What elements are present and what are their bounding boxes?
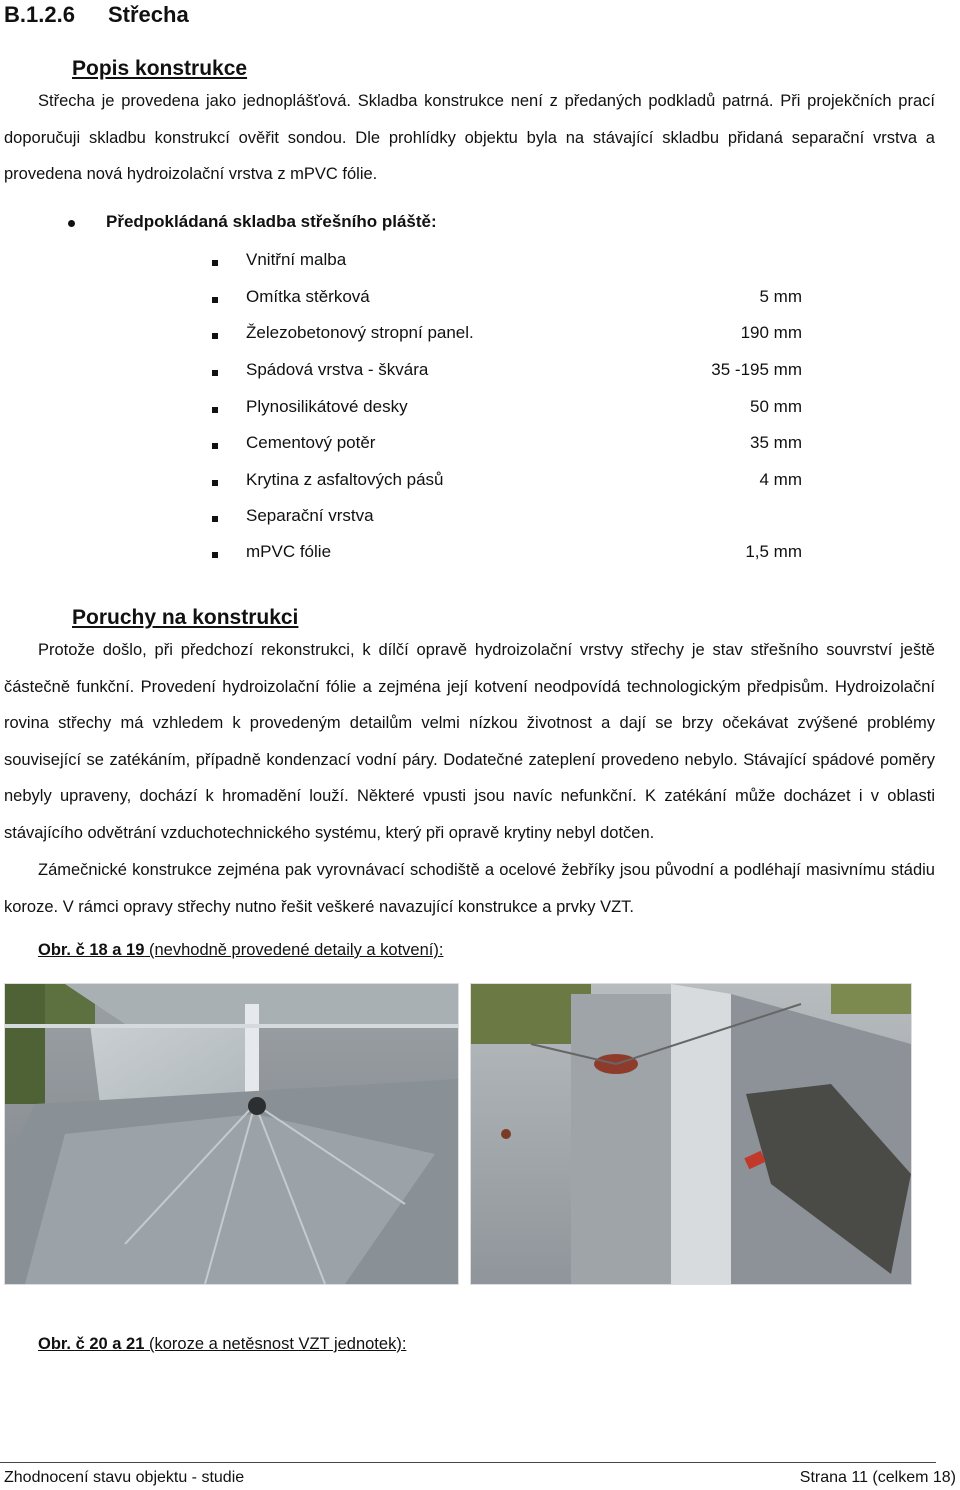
layer-item — [212, 506, 802, 542]
poruchy-paragraph-2 — [4, 852, 935, 925]
footer-divider — [0, 1462, 936, 1463]
bullet-dot-icon — [68, 220, 75, 227]
layer-item — [212, 360, 802, 396]
layer-value: 190 mm — [740, 323, 802, 342]
square-bullet-icon — [212, 260, 218, 266]
square-bullet-icon — [212, 407, 218, 413]
roof-photo-18-image — [5, 984, 458, 1284]
poruchy-text-2: Zámečnické konstrukce zejména pak vyrovnávací schodiště a ocelové žebříky jsou původní a podléhají masivnímu stádiu koroze. V rámci opravy střechy nutno řešit veškeré navazující konstrukce a prvky VZT. — [4, 861, 935, 916]
footer-left: Zhodnocení stavu objektu - studie — [4, 1469, 245, 1486]
layer-item — [212, 470, 802, 506]
layer-item — [212, 287, 802, 323]
layer-value: 4 mm — [759, 470, 802, 489]
square-bullet-icon — [212, 370, 218, 376]
layer-item — [212, 323, 802, 359]
poruchy-paragraph-1 — [4, 632, 935, 851]
roof-photo-19-image — [471, 984, 911, 1284]
layer-name: Plynosilikátové desky — [246, 397, 408, 416]
layer-name: Omítka stěrková — [246, 287, 370, 306]
skladba-title: Předpokládaná skladba střešního pláště: — [106, 212, 437, 231]
square-bullet-icon — [212, 443, 218, 449]
popis-heading: Popis konstrukce — [72, 57, 248, 80]
section-number: B.1.2.6 — [4, 2, 75, 27]
figure-caption-18-19 — [38, 941, 443, 960]
caption-text: (nevhodně provedené detaily a kotvení): — [144, 941, 444, 959]
section-title: Střecha — [108, 2, 189, 27]
popis-paragraph — [4, 83, 935, 193]
popis-text: Střecha je provedena jako jednoplášťová. Skladba konstrukce není z předaných podkladů patrná. Při projekčních prací doporučuji skladbu konstrukcí ověřit sondou. Dle prohlídky objektu byla na stávající skladbu přidaná separační vrstva a provedena nová hydroizolační vrstva z mPVC fólie. — [4, 92, 935, 183]
square-bullet-icon — [212, 552, 218, 558]
roof-photo-19 — [470, 983, 912, 1285]
layer-name: mPVC fólie — [246, 542, 332, 561]
square-bullet-icon — [212, 516, 218, 522]
figure-caption-20-21 — [38, 1335, 406, 1354]
caption-label: Obr. č 20 a 21 — [38, 1335, 145, 1353]
layer-name: Spádová vrstva - škvára — [246, 360, 429, 379]
layer-value: 35 -195 mm — [711, 360, 802, 379]
layer-name: Cementový potěr — [246, 433, 376, 452]
layer-value: 5 mm — [759, 287, 802, 306]
layer-name: Separační vrstva — [246, 506, 374, 525]
footer-page-number: Strana 11 (celkem 18) — [799, 1469, 956, 1486]
square-bullet-icon — [212, 333, 218, 339]
layer-item — [212, 397, 802, 433]
layer-value: 35 mm — [750, 433, 802, 452]
caption-text: (koroze a netěsnost VZT jednotek): — [144, 1335, 407, 1353]
layer-value: 50 mm — [750, 397, 802, 416]
square-bullet-icon — [212, 480, 218, 486]
square-bullet-icon — [212, 297, 218, 303]
layer-item — [212, 433, 802, 469]
layer-name: Krytina z asfaltových pásů — [246, 470, 444, 489]
layer-name: Železobetonový stropní panel. — [246, 323, 474, 342]
caption-label: Obr. č 18 a 19 — [38, 941, 145, 959]
layer-value: 1,5 mm — [745, 542, 802, 561]
layer-item — [212, 542, 802, 578]
poruchy-text-1: Protože došlo, při předchozí rekonstrukci, k dílčí opravě hydroizolační vrstvy střechy je stav střešního souvrství ještě částečně funkční. Provedení hydroizolační fólie a zejména její kotvení neodpovídá technologickým předpisům. Hydroizolační rovina střechy má vzhledem k provedeným detailům velmi nízkou životnost a dají se brzy očekávat zvýšené problémy související se zatékáním, případně kondenzací vodní páry. Dodatečné zateplení provedeno nebylo. Stávající spádové poměry nebyly upraveny, dochází k hromadění louží. Některé vpusti jsou navíc nefunkční. K zatékání může docházet i v oblasti stávajícího odvětrání vzduchotechnického systému, který při opravě krytiny nebyl dotčen. — [4, 641, 935, 842]
section-heading — [4, 2, 189, 28]
poruchy-heading: Poruchy na konstrukci — [72, 606, 299, 629]
layer-item — [212, 250, 802, 286]
roof-photo-18 — [4, 983, 459, 1285]
layer-name: Vnitřní malba — [246, 250, 347, 269]
